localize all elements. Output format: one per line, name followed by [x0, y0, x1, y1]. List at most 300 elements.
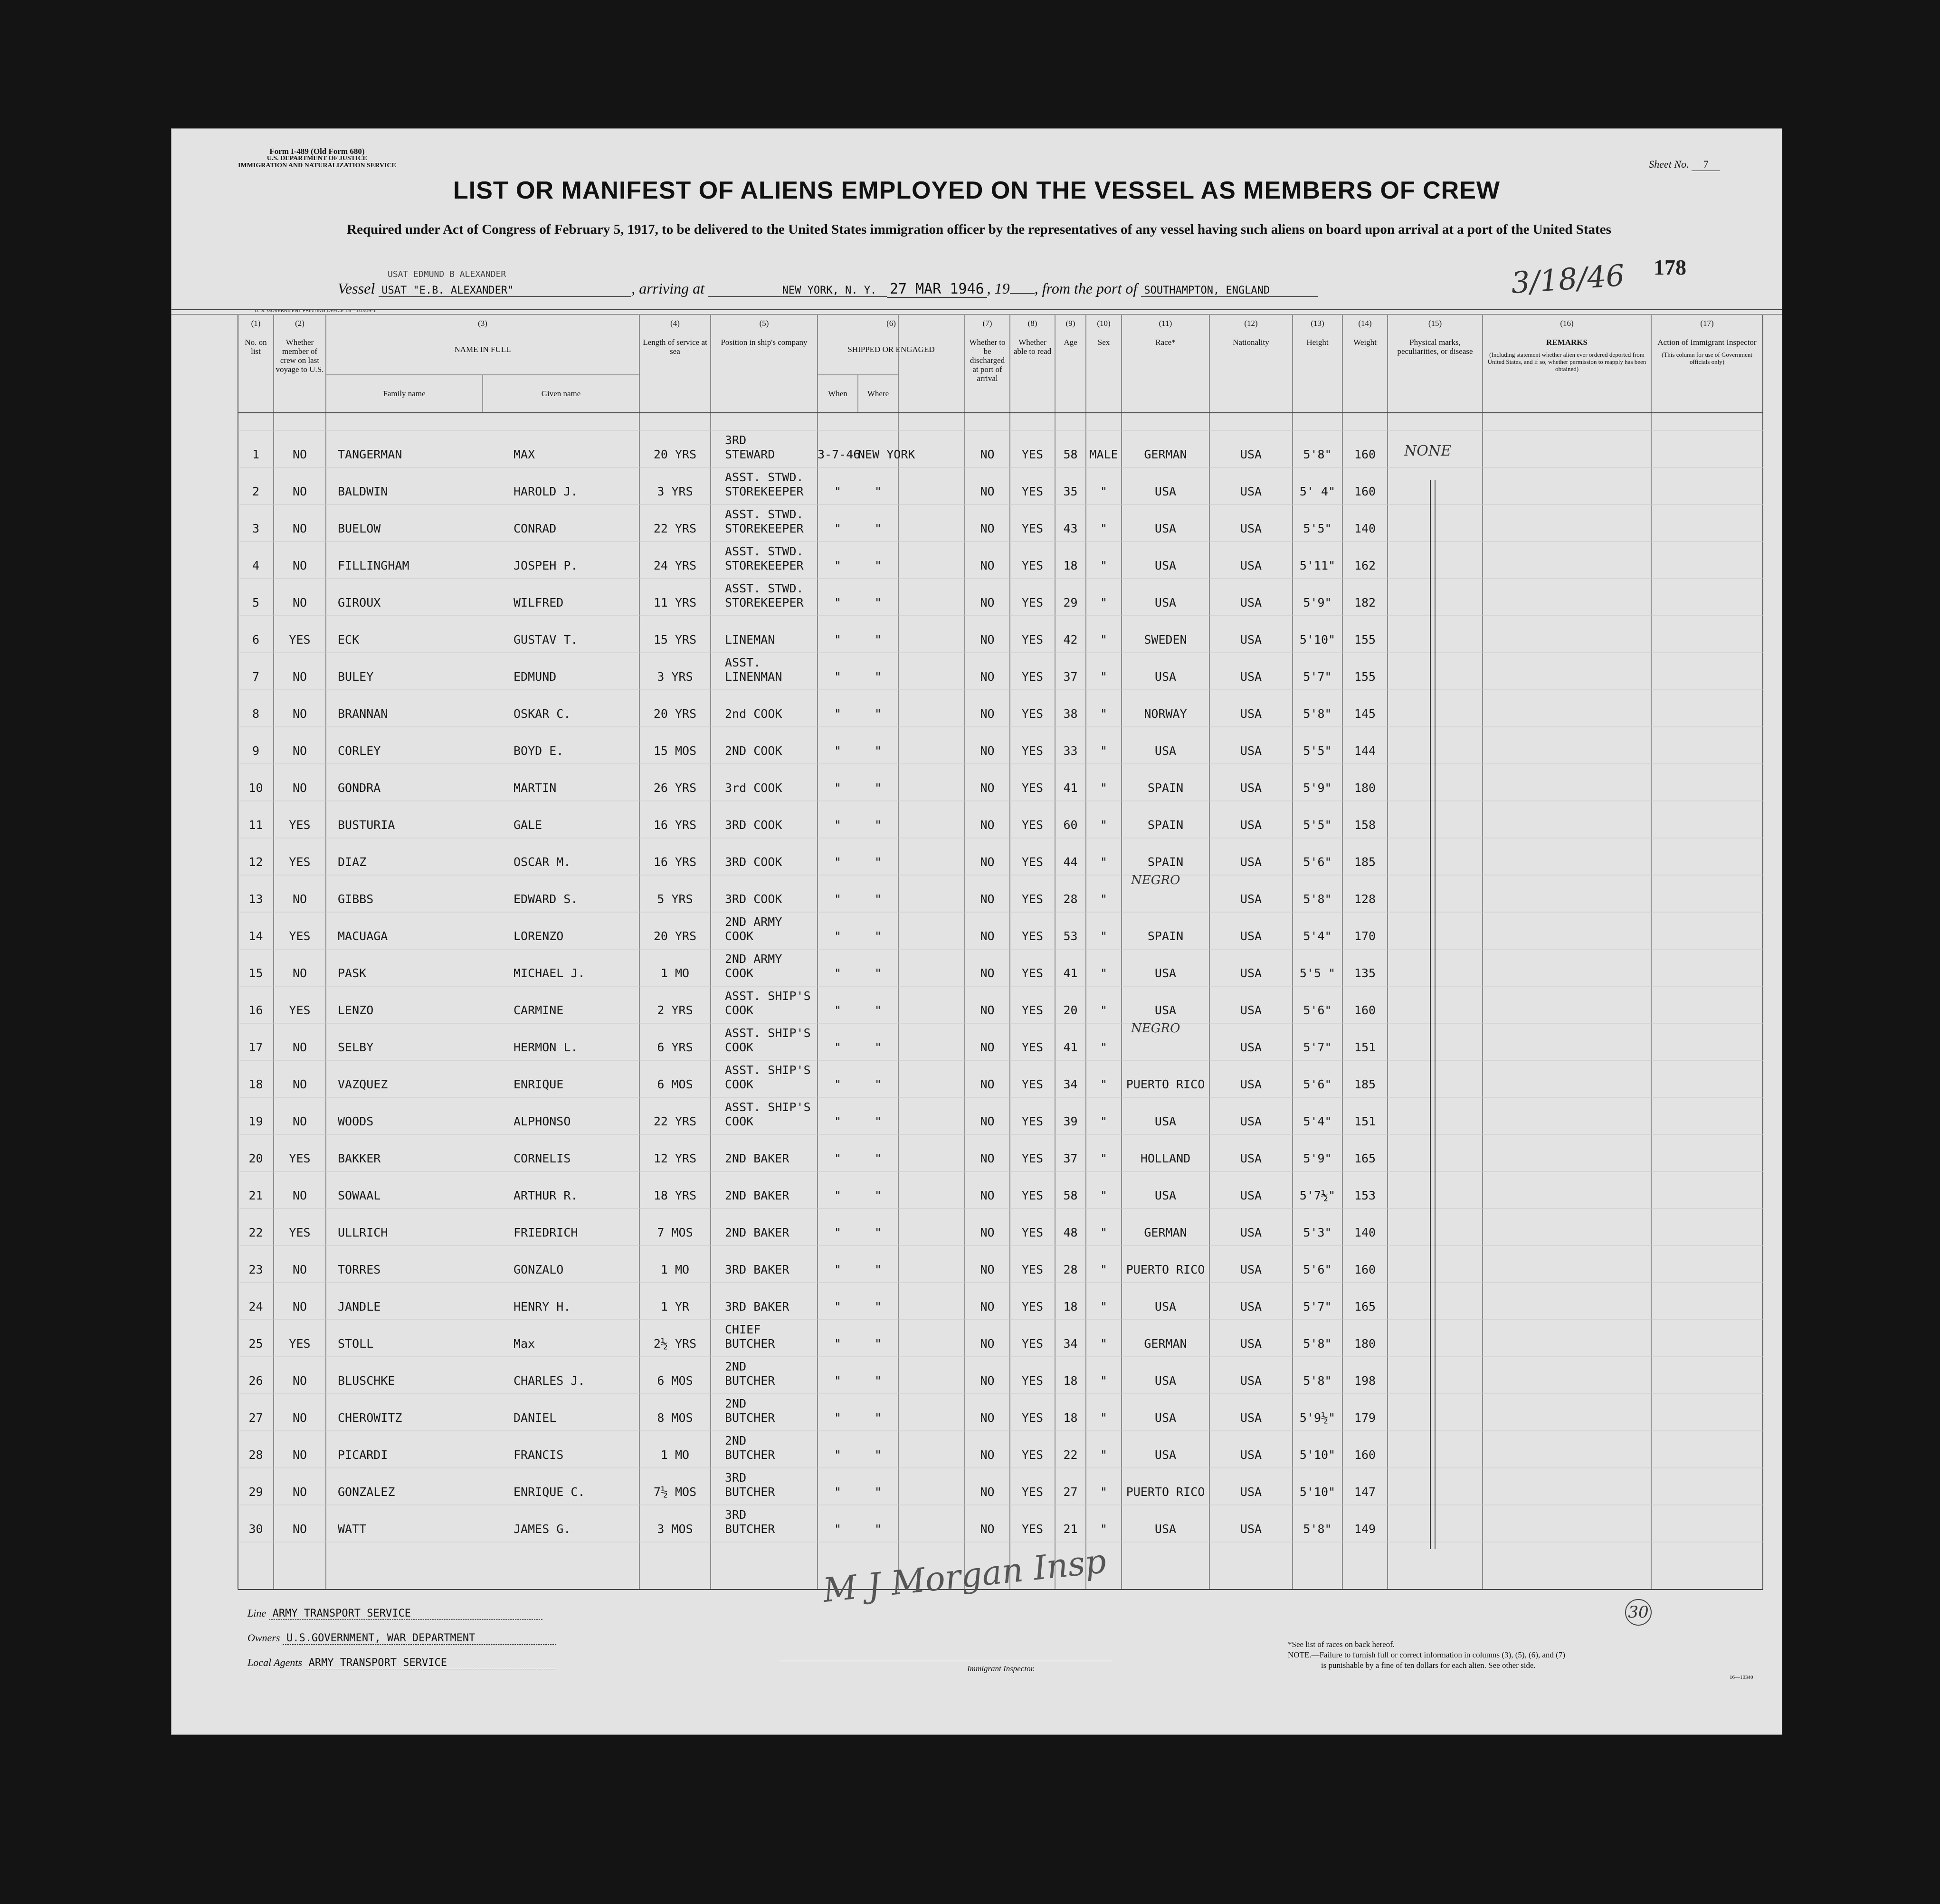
- department-name: U.S. DEPARTMENT OF JUSTICE: [266, 155, 368, 162]
- family-name: MACUAGA: [338, 929, 388, 943]
- weight: 149: [1354, 1522, 1376, 1536]
- height: 5'10": [1299, 1448, 1336, 1462]
- height: 5'8": [1303, 892, 1332, 906]
- shipped-where: ": [874, 929, 882, 943]
- age: 48: [1063, 1226, 1078, 1239]
- column-header: SHIPPED OR ENGAGED: [847, 345, 935, 354]
- race: USA: [1154, 1374, 1177, 1388]
- able-to-read: YES: [1021, 744, 1044, 758]
- height: 5'9": [1303, 1152, 1332, 1165]
- column-number: (1): [251, 319, 261, 328]
- nationality: USA: [1240, 1189, 1262, 1202]
- position-line2: STOREKEEPER: [725, 522, 804, 535]
- race: USA: [1154, 1189, 1177, 1202]
- service-length: 26 YRS: [653, 781, 697, 795]
- age: 35: [1063, 485, 1078, 498]
- shipped-where: ": [874, 1300, 882, 1314]
- race: USA: [1154, 485, 1177, 498]
- nationality: USA: [1240, 596, 1262, 609]
- age: 34: [1063, 1337, 1078, 1351]
- line-label: Line: [247, 1607, 266, 1619]
- row-number: 4: [252, 559, 260, 572]
- shipped-when: ": [834, 1189, 842, 1202]
- row-number: 28: [248, 1448, 263, 1462]
- position-line1: ASST. STWD.: [725, 470, 804, 484]
- position-line1: 2ND ARMY: [725, 952, 782, 966]
- discharged: NO: [980, 1448, 995, 1462]
- family-name: GIBBS: [338, 892, 374, 906]
- race: USA: [1154, 1114, 1177, 1128]
- given-name: Max: [514, 1337, 535, 1351]
- service-length: 3 YRS: [657, 485, 693, 498]
- row-number: 10: [248, 781, 263, 795]
- sex: ": [1100, 1485, 1108, 1499]
- age: 41: [1063, 1040, 1078, 1054]
- discharged: NO: [980, 596, 995, 609]
- height: 5'7": [1303, 1040, 1332, 1054]
- position-line1: 2ND: [725, 1397, 747, 1410]
- shipped-where: ": [874, 781, 882, 795]
- weight: 165: [1354, 1300, 1376, 1314]
- weight: 179: [1354, 1411, 1376, 1425]
- discharged: NO: [980, 1485, 995, 1499]
- sex: ": [1100, 1003, 1108, 1017]
- service-length: 22 YRS: [653, 522, 697, 535]
- age: 22: [1063, 1448, 1078, 1462]
- nationality: USA: [1240, 522, 1262, 535]
- shipped-when: ": [834, 818, 842, 832]
- shipped-where: ": [874, 1522, 882, 1536]
- race: SPAIN: [1147, 818, 1184, 832]
- sex: ": [1100, 1522, 1108, 1536]
- age: 53: [1063, 929, 1078, 943]
- family-name: SOWAAL: [338, 1189, 381, 1202]
- shipped-where: ": [874, 522, 882, 535]
- race: PUERTO RICO: [1126, 1485, 1205, 1499]
- column-subheader: Family name: [383, 389, 426, 398]
- from-port-label: , from the port of: [1034, 280, 1138, 297]
- nationality: USA: [1240, 1152, 1262, 1165]
- stamp-number: 178: [1654, 255, 1686, 279]
- sex: ": [1100, 1337, 1108, 1351]
- height: 5'8": [1303, 1337, 1332, 1351]
- service-length: 12 YRS: [653, 1152, 697, 1165]
- shipped-when: ": [834, 559, 842, 572]
- column-number: (13): [1311, 319, 1324, 328]
- service-length: 1 MO: [660, 1448, 690, 1462]
- weight: 160: [1354, 485, 1376, 498]
- service-length: 16 YRS: [653, 818, 697, 832]
- age: 58: [1063, 1189, 1078, 1202]
- sex: ": [1100, 707, 1108, 721]
- height: 5'6": [1303, 1003, 1332, 1017]
- shipped-where: ": [874, 1040, 882, 1054]
- family-name: ULLRICH: [338, 1226, 388, 1239]
- sex: ": [1100, 1189, 1108, 1202]
- prev-voyage: NO: [292, 1263, 307, 1276]
- arrival-date: 27 MAR 1946: [887, 281, 987, 298]
- column-header: Nationality: [1233, 338, 1269, 347]
- age: 20: [1063, 1003, 1078, 1017]
- position-line2: 3RD BAKER: [725, 1300, 789, 1314]
- service-length: 3 MOS: [657, 1522, 693, 1536]
- family-name: ECK: [338, 633, 360, 647]
- able-to-read: YES: [1021, 633, 1044, 647]
- age: 42: [1063, 633, 1078, 647]
- shipped-where: ": [874, 744, 882, 758]
- position-line2: BUTCHER: [725, 1374, 775, 1388]
- service-length: 7½ MOS: [653, 1485, 697, 1499]
- given-name: MICHAEL J.: [514, 966, 585, 980]
- family-name: FILLINGHAM: [338, 559, 409, 572]
- sex: ": [1100, 892, 1108, 906]
- sex: ": [1100, 1448, 1108, 1462]
- weight: 140: [1354, 522, 1376, 535]
- age: 18: [1063, 1411, 1078, 1425]
- weight: 153: [1354, 1189, 1376, 1202]
- column-subheader: Given name: [541, 389, 581, 398]
- sex: ": [1100, 522, 1108, 535]
- shipped-where: ": [874, 966, 882, 980]
- agents-value: ARMY TRANSPORT SERVICE: [305, 1657, 555, 1669]
- able-to-read: YES: [1021, 559, 1044, 572]
- age: 39: [1063, 1114, 1078, 1128]
- nationality: USA: [1240, 670, 1262, 684]
- shipped-when: ": [834, 966, 842, 980]
- prev-voyage: YES: [289, 1337, 311, 1351]
- given-name: ENRIQUE C.: [514, 1485, 585, 1499]
- position-line2: BUTCHER: [725, 1448, 775, 1462]
- nationality: USA: [1240, 855, 1262, 869]
- row-number: 16: [248, 1003, 263, 1017]
- nationality: USA: [1240, 1374, 1262, 1388]
- sex: ": [1100, 929, 1108, 943]
- column-number: (14): [1358, 319, 1372, 328]
- given-name: CONRAD: [514, 522, 557, 535]
- weight: 128: [1354, 892, 1376, 906]
- given-name: MARTIN: [514, 781, 557, 795]
- weight: 162: [1354, 559, 1376, 572]
- nationality: USA: [1240, 447, 1262, 461]
- prev-voyage: NO: [292, 1300, 307, 1314]
- service-length: 1 MO: [660, 966, 690, 980]
- height: 5'4": [1303, 929, 1332, 943]
- able-to-read: YES: [1021, 707, 1044, 721]
- row-number: 29: [248, 1485, 263, 1499]
- position-line2: COOK: [725, 966, 754, 980]
- prev-voyage: NO: [292, 1040, 307, 1054]
- column-number: (16): [1560, 319, 1574, 328]
- position-line2: STOREKEEPER: [725, 596, 804, 609]
- row-number: 17: [248, 1040, 263, 1054]
- row-number: 13: [248, 892, 263, 906]
- discharged: NO: [980, 1152, 995, 1165]
- weight: 182: [1354, 596, 1376, 609]
- position-line1: ASST. STWD.: [725, 507, 804, 521]
- weight: 185: [1354, 855, 1376, 869]
- nationality: USA: [1240, 1300, 1262, 1314]
- nationality: USA: [1240, 1337, 1262, 1351]
- able-to-read: YES: [1021, 1189, 1044, 1202]
- discharged: NO: [980, 559, 995, 572]
- inspector-label: Immigrant Inspector.: [967, 1664, 1035, 1673]
- discharged: NO: [980, 744, 995, 758]
- race: USA: [1154, 1300, 1177, 1314]
- race: USA: [1154, 670, 1177, 684]
- shipped-where: ": [874, 1003, 882, 1017]
- race: HOLLAND: [1140, 1152, 1191, 1165]
- prev-voyage: YES: [289, 1226, 311, 1239]
- able-to-read: YES: [1021, 447, 1044, 461]
- column-subheader: (This column for use of Government officials only): [1662, 351, 1752, 365]
- height: 5'8": [1303, 447, 1332, 461]
- weight: 158: [1354, 818, 1376, 832]
- given-name: EDWARD S.: [514, 892, 578, 906]
- row-number: 8: [252, 707, 260, 721]
- column-header: Age: [1064, 338, 1077, 347]
- given-name: JAMES G.: [514, 1522, 571, 1536]
- footnote-penalty: NOTE.—Failure to furnish full or correct information in columns (3), (5), (6), and (7): [1288, 1650, 1565, 1659]
- column-header: No. on list: [245, 338, 267, 356]
- age: 41: [1063, 781, 1078, 795]
- service-length: 2 YRS: [657, 1003, 693, 1017]
- weight: 185: [1354, 1077, 1376, 1091]
- position-line1: 2ND: [725, 1360, 747, 1373]
- given-name: GUSTAV T.: [514, 633, 578, 647]
- given-name: FRANCIS: [514, 1448, 564, 1462]
- height: 5'3": [1303, 1226, 1332, 1239]
- shipped-when: ": [834, 485, 842, 498]
- form-code: 16—10340: [1730, 1675, 1753, 1680]
- vessel-name: USAT "E.B. ALEXANDER": [379, 285, 631, 297]
- shipped-when: 3-7-46: [818, 447, 861, 461]
- able-to-read: YES: [1021, 522, 1044, 535]
- service-length: 1 MO: [660, 1263, 690, 1276]
- shipped-where: ": [874, 818, 882, 832]
- able-to-read: YES: [1021, 1114, 1044, 1128]
- circled-number: 30: [1625, 1599, 1652, 1626]
- height: 5'11": [1299, 559, 1336, 572]
- shipped-when: ": [834, 744, 842, 758]
- given-name: CARMINE: [514, 1003, 564, 1017]
- position-line1: ASST. STWD.: [725, 581, 804, 595]
- row-number: 20: [248, 1152, 263, 1165]
- weight: 155: [1354, 633, 1376, 647]
- sheet-number-label: Sheet No.: [1649, 158, 1689, 170]
- shipped-when: ": [834, 855, 842, 869]
- shipped-when: ": [834, 1300, 842, 1314]
- shipped-where: ": [874, 1374, 882, 1388]
- owners-label: Owners: [247, 1632, 280, 1644]
- discharged: NO: [980, 1114, 995, 1128]
- nationality: USA: [1240, 1077, 1262, 1091]
- column-number: (5): [759, 319, 769, 328]
- shipped-when: ": [834, 1040, 842, 1054]
- sex: ": [1100, 633, 1108, 647]
- row-number: 24: [248, 1300, 263, 1314]
- shipped-where: ": [874, 559, 882, 572]
- nationality: USA: [1240, 1040, 1262, 1054]
- family-name: VAZQUEZ: [338, 1077, 388, 1091]
- sex: ": [1100, 1152, 1108, 1165]
- prev-voyage: NO: [292, 781, 307, 795]
- prev-voyage: YES: [289, 855, 311, 869]
- able-to-read: YES: [1021, 1226, 1044, 1239]
- position-line2: STOREKEEPER: [725, 485, 804, 498]
- shipped-when: ": [834, 1374, 842, 1388]
- weight: 180: [1354, 1337, 1376, 1351]
- given-name: LORENZO: [514, 929, 564, 943]
- nationality: USA: [1240, 1522, 1262, 1536]
- height: 5'7½": [1299, 1189, 1336, 1202]
- weight: 198: [1354, 1374, 1376, 1388]
- sex: ": [1100, 781, 1108, 795]
- prev-voyage: YES: [289, 633, 311, 647]
- sex: ": [1100, 1226, 1108, 1239]
- age: 28: [1063, 892, 1078, 906]
- column-number: (3): [478, 319, 487, 328]
- shipped-when: ": [834, 670, 842, 684]
- given-name: GALE: [514, 818, 542, 832]
- height: 5'9": [1303, 781, 1332, 795]
- footnote-penalty-cont: is punishable by a fine of ten dollars for each alien. See other side.: [1321, 1661, 1536, 1670]
- height: 5'10": [1299, 1485, 1336, 1499]
- prev-voyage: NO: [292, 1448, 307, 1462]
- row-number: 18: [248, 1077, 263, 1091]
- weight: 165: [1354, 1152, 1376, 1165]
- able-to-read: YES: [1021, 929, 1044, 943]
- position-line2: BUTCHER: [725, 1411, 775, 1425]
- position-line2: BUTCHER: [725, 1337, 775, 1351]
- family-name: CORLEY: [338, 744, 381, 758]
- shipped-when: ": [834, 781, 842, 795]
- position-line1: ASST. SHIP'S: [725, 989, 811, 1003]
- family-name: WOODS: [338, 1114, 374, 1128]
- manifest-sheet: [171, 128, 1782, 1735]
- able-to-read: YES: [1021, 485, 1044, 498]
- service-length: 20 YRS: [653, 447, 697, 461]
- race: USA: [1154, 1522, 1177, 1536]
- able-to-read: YES: [1021, 1300, 1044, 1314]
- sex: ": [1100, 855, 1108, 869]
- discharged: NO: [980, 1522, 995, 1536]
- height: 5'6": [1303, 1263, 1332, 1276]
- discharged: NO: [980, 522, 995, 535]
- sex: ": [1100, 1374, 1108, 1388]
- weight: 135: [1354, 966, 1376, 980]
- family-name: PICARDI: [338, 1448, 388, 1462]
- position-line2: BUTCHER: [725, 1522, 775, 1536]
- column-number: (7): [982, 319, 992, 328]
- able-to-read: YES: [1021, 1263, 1044, 1276]
- column-header: Position in ship's company: [721, 338, 808, 347]
- family-name: BULEY: [338, 670, 374, 684]
- height: 5'7": [1303, 670, 1332, 684]
- family-name: SELBY: [338, 1040, 374, 1054]
- race-handwritten-note: NEGRO: [1131, 873, 1180, 887]
- position-line1: ASST. STWD.: [725, 544, 804, 558]
- race: USA: [1154, 1448, 1177, 1462]
- service-length: 24 YRS: [653, 559, 697, 572]
- given-name: GONZALO: [514, 1263, 564, 1276]
- able-to-read: YES: [1021, 1448, 1044, 1462]
- position-line1: 3RD: [725, 1508, 747, 1522]
- shipped-when: ": [834, 1152, 842, 1165]
- race: USA: [1154, 744, 1177, 758]
- position-line2: 2ND BAKER: [725, 1152, 789, 1165]
- able-to-read: YES: [1021, 670, 1044, 684]
- height: 5'8": [1303, 1374, 1332, 1388]
- discharged: NO: [980, 1374, 995, 1388]
- shipped-where: ": [874, 670, 882, 684]
- column-header: REMARKS: [1546, 338, 1588, 347]
- weight: 160: [1354, 1448, 1376, 1462]
- physical-marks: NONE: [1404, 443, 1451, 459]
- age: 21: [1063, 1522, 1078, 1536]
- prev-voyage: YES: [289, 929, 311, 943]
- discharged: NO: [980, 855, 995, 869]
- shipped-when: ": [834, 522, 842, 535]
- prev-voyage: NO: [292, 670, 307, 684]
- sex: ": [1100, 1411, 1108, 1425]
- discharged: NO: [980, 818, 995, 832]
- prev-voyage: NO: [292, 966, 307, 980]
- able-to-read: YES: [1021, 1152, 1044, 1165]
- able-to-read: YES: [1021, 1003, 1044, 1017]
- family-name: BUSTURIA: [338, 818, 395, 832]
- column-number: (4): [670, 319, 680, 328]
- column-number: (6): [886, 319, 896, 328]
- shipped-when: ": [834, 633, 842, 647]
- family-name: JANDLE: [338, 1300, 381, 1314]
- discharged: NO: [980, 966, 995, 980]
- row-number: 6: [252, 633, 260, 647]
- row-number: 25: [248, 1337, 263, 1351]
- discharged: NO: [980, 1003, 995, 1017]
- race: USA: [1154, 596, 1177, 609]
- race: USA: [1154, 1411, 1177, 1425]
- given-name: DANIEL: [514, 1411, 557, 1425]
- row-number: 26: [248, 1374, 263, 1388]
- given-name: OSKAR C.: [514, 707, 571, 721]
- race: PUERTO RICO: [1126, 1077, 1205, 1091]
- race: GERMAN: [1144, 1337, 1187, 1351]
- family-name: TORRES: [338, 1263, 381, 1276]
- weight: 160: [1354, 447, 1376, 461]
- vessel-name-above: USAT EDMUND B ALEXANDER: [388, 269, 506, 279]
- position-line1: 2ND: [725, 1434, 747, 1447]
- discharged: NO: [980, 1263, 995, 1276]
- owners-field: [247, 1632, 556, 1645]
- sex: ": [1100, 1300, 1108, 1314]
- shipped-where: ": [874, 485, 882, 498]
- shipped-when: ": [834, 707, 842, 721]
- form-number: Form I-489 (Old Form 680): [269, 147, 365, 156]
- nationality: USA: [1240, 781, 1262, 795]
- position-line1: ASST. SHIP'S: [725, 1063, 811, 1077]
- line-value: ARMY TRANSPORT SERVICE: [269, 1608, 542, 1620]
- shipped-where: ": [874, 1448, 882, 1462]
- column-header: Action of Immigrant Inspector: [1657, 338, 1757, 347]
- age: 29: [1063, 596, 1078, 609]
- sex: MALE: [1089, 447, 1118, 461]
- sheet-number-value: 7: [1692, 158, 1720, 171]
- prev-voyage: NO: [292, 1077, 307, 1091]
- row-number: 19: [248, 1114, 263, 1128]
- weight: 180: [1354, 781, 1376, 795]
- position-line1: CHIEF: [725, 1323, 761, 1336]
- printing-office-line: U. S. GOVERNMENT PRINTING OFFICE 16—10349-1: [255, 308, 376, 314]
